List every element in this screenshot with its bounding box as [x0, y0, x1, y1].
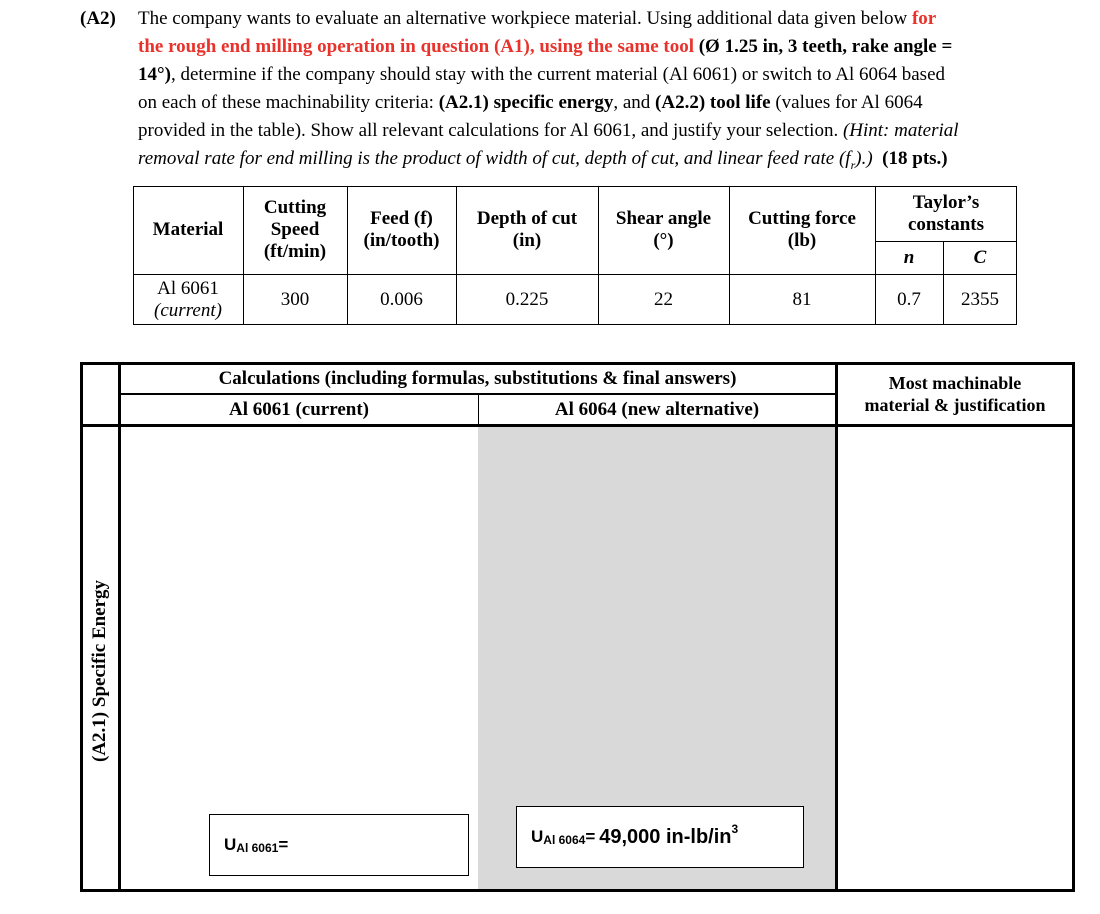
question-line-1: The company wants to evaluate an alternative workpiece material. Using additional data given below for: [138, 8, 937, 29]
cell-force: 81: [792, 288, 812, 310]
machinable-header: Most machinable material & justification: [864, 373, 1046, 415]
header-c: C: [973, 246, 987, 268]
cell-depth: 0.225: [505, 288, 549, 310]
header-n: n: [903, 246, 915, 268]
question-line-5: provided in the table). Show all relevant calculations for Al 6061, and justify your selection. (Hint: material: [138, 120, 959, 141]
question-line-6: removal rate for end milling is the product of width of cut, depth of cut, and linear feed rate $(f_r)$.) (18 pts.): [138, 148, 948, 172]
col-header-al6064: Al 6064 (new alternative): [554, 398, 760, 420]
header-cutting-force: Cutting force (lb): [748, 208, 856, 251]
answer-box-al6061[interactable]: U Al 6061 =: [209, 814, 469, 876]
header-material: Material: [152, 219, 224, 240]
header-taylor-constants: Taylor’s constants: [907, 191, 984, 235]
row-label-specific-energy: (A2.1) Specific Energy: [89, 579, 110, 762]
cell-feed: 0.006: [380, 288, 423, 310]
question-line-3: 14°), determine if the company should stay with the current material (Al 6061) or switch to Al 6064 based: [138, 64, 946, 85]
header-cutting-speed: Cutting Speed (ft/min): [263, 197, 327, 262]
header-feed: Feed (f) (in/tooth): [363, 208, 440, 251]
answer-box-al6064: U Al 6064 = 49,000 in-lb/in $^3$: [516, 806, 804, 868]
question-line-2: the rough end milling operation in question (A1), using the same tool (Ø 1.25 in, 3 teeth, rake angle =: [138, 36, 953, 57]
header-shear-angle: Shear angle (°): [615, 208, 712, 251]
question-label: (A2): [80, 8, 116, 29]
cell-material: Al 6061 (current): [154, 277, 222, 321]
points: (18 pts.): [882, 148, 948, 169]
calculation-grid: [80, 362, 1075, 892]
cell-shear: 22: [654, 288, 673, 310]
calc-header: Calculations (including formulas, substitutions & final answers): [218, 367, 737, 389]
header-depth-of-cut: Depth of cut (in): [476, 208, 578, 251]
cell-n: 0.7: [897, 288, 921, 310]
col-header-al6061: Al 6061 (current): [228, 398, 369, 420]
question-line-4: on each of these machinability criteria: (A2.1) specific energy, and (A2.2) tool life (values for Al 6064: [138, 92, 923, 113]
data-table: [133, 186, 1017, 325]
cell-c: 2355: [961, 288, 999, 310]
cell-speed: 300: [280, 288, 310, 310]
